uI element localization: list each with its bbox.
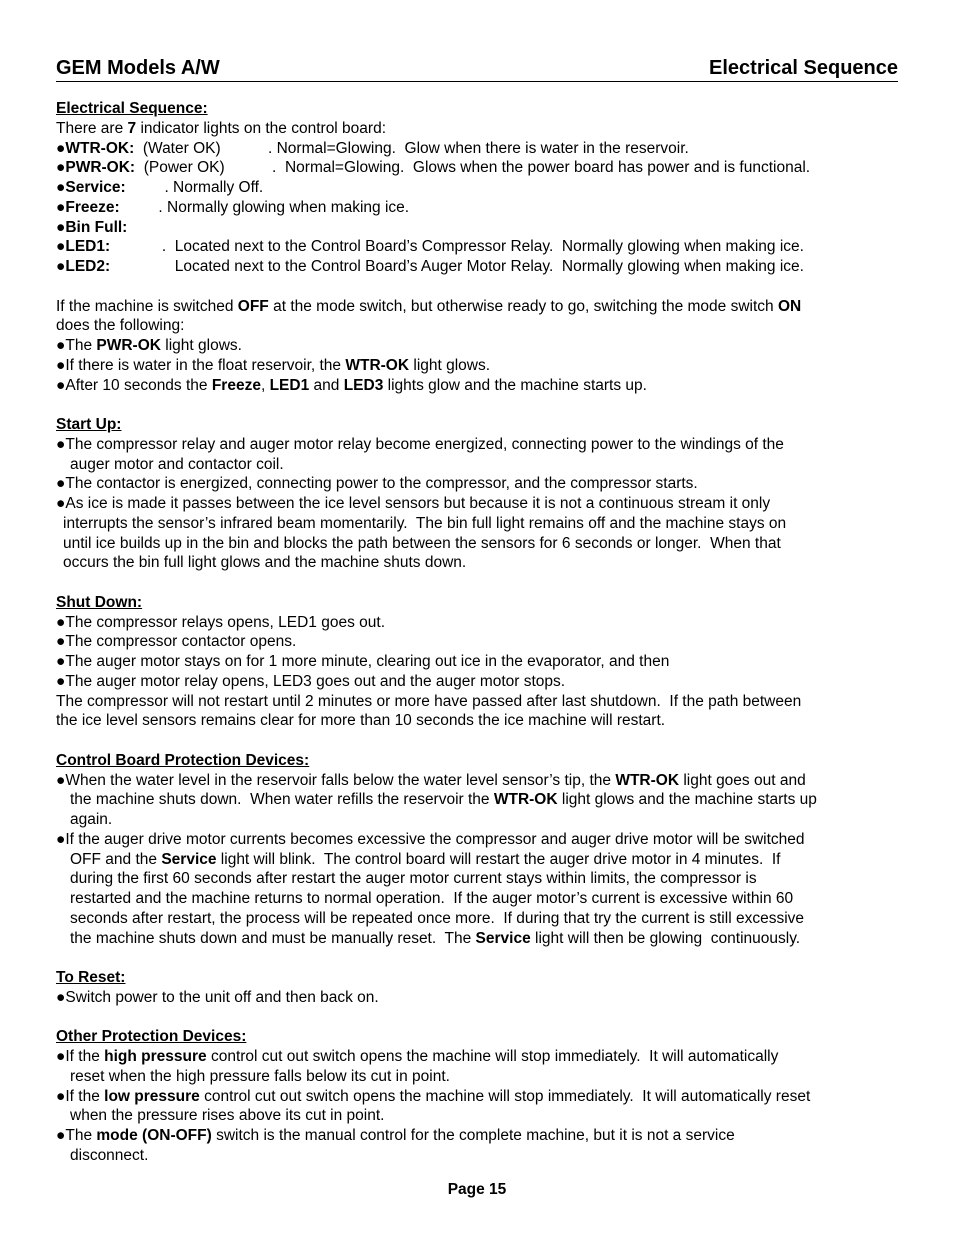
text: the machine shuts down and must be manually reset. The bbox=[70, 929, 476, 947]
start-up-line: ●The compressor relay and auger motor relay become energized, connecting power to the windings of the bbox=[56, 435, 784, 453]
text: the machine shuts down. When water refills the reservoir the bbox=[70, 791, 494, 809]
text-bold: Service bbox=[475, 929, 531, 947]
header-model-title: GEM Models A/W bbox=[56, 57, 220, 79]
start-up-line: auger motor and contactor coil. bbox=[70, 455, 284, 473]
indicator-label: ●Bin Full: bbox=[56, 218, 128, 236]
text-bold: ON bbox=[777, 297, 802, 315]
start-up-line: until ice builds up in the bin and blocks the path between the sensors for 6 seconds or longer. When that bbox=[63, 534, 781, 552]
text-bold: low pressure bbox=[104, 1087, 200, 1105]
indicator-label: ●LED2: bbox=[56, 258, 111, 275]
text: light glows and the machine starts up bbox=[557, 791, 817, 809]
text: light will blink. The control board will restart the auger drive motor in 4 minutes. If bbox=[216, 850, 781, 868]
shut-down-line: ●The auger motor stays on for 1 more minute, clearing out ice in the evaporator, and then bbox=[56, 653, 670, 670]
text-bold: Service bbox=[161, 850, 217, 868]
intro-text-post: indicator lights on the control board: bbox=[136, 119, 387, 137]
spacer bbox=[56, 948, 906, 968]
reset-heading: To Reset: bbox=[56, 969, 126, 986]
text: ●The bbox=[56, 337, 97, 354]
reset-line: ●Switch power to the unit off and then back on. bbox=[56, 988, 379, 1006]
indicator-service bbox=[56, 178, 906, 198]
indicator-bin-full bbox=[56, 218, 906, 238]
indicator-label: ●Service: bbox=[56, 179, 126, 196]
switch-bullet bbox=[56, 336, 906, 356]
indicator-wtr-ok bbox=[56, 139, 906, 159]
text-bold: Freeze bbox=[211, 376, 261, 394]
intro-count: 7 bbox=[127, 119, 137, 137]
shut-down-line: ●The compressor relays opens, LED1 goes out. bbox=[56, 613, 385, 631]
text: switch is the manual control for the complete machine, but it is not a service bbox=[211, 1127, 735, 1144]
page-number: Page 15 bbox=[447, 1181, 507, 1198]
indicator-led2 bbox=[56, 257, 906, 277]
protection-line: during the first 60 seconds after restart the auger motor current stays within limits, the compressor is bbox=[70, 870, 757, 888]
other-protection-line: disconnect. bbox=[70, 1146, 149, 1164]
indicator-label: ●WTR-OK: bbox=[56, 139, 135, 157]
spacer bbox=[56, 1008, 906, 1028]
protection-line: ●If the auger drive motor currents becomes excessive the compressor and auger drive motor will be switched bbox=[56, 830, 805, 848]
start-up-line: ●The contactor is energized, connecting power to the compressor, and the compressor starts. bbox=[56, 475, 698, 493]
intro-text-pre: There are bbox=[56, 119, 128, 137]
switch-bullet bbox=[56, 376, 906, 396]
text: ●If there is water in the float reservoir, the bbox=[56, 356, 346, 374]
electrical-sequence-heading: Electrical Sequence: bbox=[56, 100, 208, 117]
shut-down-line: the ice level sensors remains clear for more than 10 seconds the ice machine will restart. bbox=[56, 712, 666, 730]
other-protection-line: when the pressure rises above its cut in point. bbox=[70, 1107, 385, 1125]
indicator-intro bbox=[56, 119, 906, 139]
shut-down-heading: Shut Down: bbox=[56, 593, 143, 611]
indicator-label: ●LED1: bbox=[56, 238, 111, 256]
text: ●If the bbox=[56, 1087, 105, 1105]
protection-line bbox=[56, 771, 906, 791]
protection-line: again. bbox=[70, 811, 113, 828]
text-bold: OFF bbox=[237, 297, 269, 315]
start-up-line: interrupts the sensor’s infrared beam momentarily. The bin full light remains off and the machine stays on bbox=[63, 514, 787, 532]
text-bold: high pressure bbox=[104, 1048, 207, 1065]
text: ●If the bbox=[56, 1048, 105, 1065]
protection-line: seconds after restart, the process will be repeated once more. If during that try the current is still excessive bbox=[70, 909, 805, 927]
protection-line: restarted and the machine returns to normal operation. If the auger motor’s current is excessive within 60 bbox=[70, 890, 794, 907]
indicator-desc: . Normally Off. bbox=[125, 179, 264, 196]
text: , bbox=[260, 376, 270, 394]
protection-heading: Control Board Protection Devices: bbox=[56, 751, 310, 769]
text: ●After 10 seconds the bbox=[56, 376, 212, 394]
indicator-freeze bbox=[56, 198, 906, 218]
other-protection-line bbox=[56, 1087, 906, 1107]
indicator-label: ●PWR-OK: bbox=[56, 159, 136, 177]
shut-down-line: ●The auger motor relay opens, LED3 goes out and the auger motor stops. bbox=[56, 672, 566, 690]
start-up-line: occurs the bin full light glows and the machine shuts down. bbox=[63, 554, 467, 572]
text-bold: mode (ON-OFF) bbox=[96, 1127, 212, 1144]
text: and bbox=[309, 376, 344, 394]
text-bold: WTR-OK bbox=[615, 771, 680, 789]
text-bold: WTR-OK bbox=[345, 356, 410, 374]
spacer bbox=[56, 573, 906, 593]
shut-down-line: ●The compressor contactor opens. bbox=[56, 633, 297, 651]
text: ●The bbox=[56, 1127, 97, 1144]
spacer bbox=[56, 277, 906, 297]
spacer bbox=[56, 395, 906, 415]
text: light glows. bbox=[409, 356, 491, 374]
protection-line bbox=[56, 929, 906, 949]
shut-down-line: The compressor will not restart until 2 minutes or more have passed after last shutdown. If the path between bbox=[56, 692, 802, 710]
text-bold: PWR-OK bbox=[96, 337, 161, 354]
text: light goes out and bbox=[679, 771, 806, 789]
indicator-pwr-ok bbox=[56, 158, 906, 178]
header-section-title: Electrical Sequence bbox=[709, 57, 898, 79]
text: at the mode switch, but otherwise ready to go, switching the mode switch bbox=[268, 297, 778, 315]
text-bold: WTR-OK bbox=[493, 791, 558, 809]
indicator-desc: . Normally glowing when making ice. bbox=[119, 198, 410, 216]
indicator-desc: Located next to the Control Board’s Auger Motor Relay. Normally glowing when making ice. bbox=[110, 258, 804, 275]
indicator-label: ●Freeze: bbox=[56, 198, 120, 216]
other-protection-line: reset when the high pressure falls below its cut in point. bbox=[70, 1067, 450, 1085]
other-protection-line bbox=[56, 1126, 906, 1146]
indicator-desc: (Water OK) . Normal=Glowing. Glow when there is water in the reservoir. bbox=[134, 139, 689, 157]
protection-line bbox=[56, 850, 906, 870]
text-bold: LED1 bbox=[269, 376, 310, 394]
other-protection-line bbox=[56, 1047, 906, 1067]
text: control cut out switch opens the machine will stop immediately. It will automatically reset bbox=[199, 1087, 811, 1105]
start-up-heading: Start Up: bbox=[56, 416, 122, 433]
indicator-desc: (Power OK) . Normal=Glowing. Glows when the power board has power and is functional. bbox=[135, 159, 811, 177]
text: control cut out switch opens the machine will stop immediately. It will automatically bbox=[206, 1048, 779, 1065]
indicator-led1 bbox=[56, 237, 906, 257]
switch-bullet bbox=[56, 356, 906, 376]
other-protection-heading: Other Protection Devices: bbox=[56, 1028, 247, 1046]
spacer bbox=[56, 731, 906, 751]
text: lights glow and the machine starts up. bbox=[383, 376, 647, 394]
document-body bbox=[56, 99, 906, 1166]
start-up-line: ●As ice is made it passes between the ice level sensors but because it is not a continuous stream it only bbox=[56, 495, 771, 512]
text: OFF and the bbox=[70, 850, 162, 868]
indicator-desc: . Located next to the Control Board’s Compressor Relay. Normally glowing when making ice. bbox=[110, 238, 804, 256]
text: If the machine is switched bbox=[56, 297, 238, 315]
switch-paragraph-line bbox=[56, 297, 906, 317]
text-bold: LED3 bbox=[343, 376, 384, 394]
text: light will then be glowing continuously. bbox=[530, 929, 801, 947]
text: ●When the water level in the reservoir falls below the water level sensor’s tip, the bbox=[56, 771, 616, 789]
protection-line bbox=[56, 790, 906, 810]
switch-paragraph-line: does the following: bbox=[56, 317, 185, 335]
text: light glows. bbox=[160, 337, 242, 354]
page-header bbox=[56, 57, 898, 82]
